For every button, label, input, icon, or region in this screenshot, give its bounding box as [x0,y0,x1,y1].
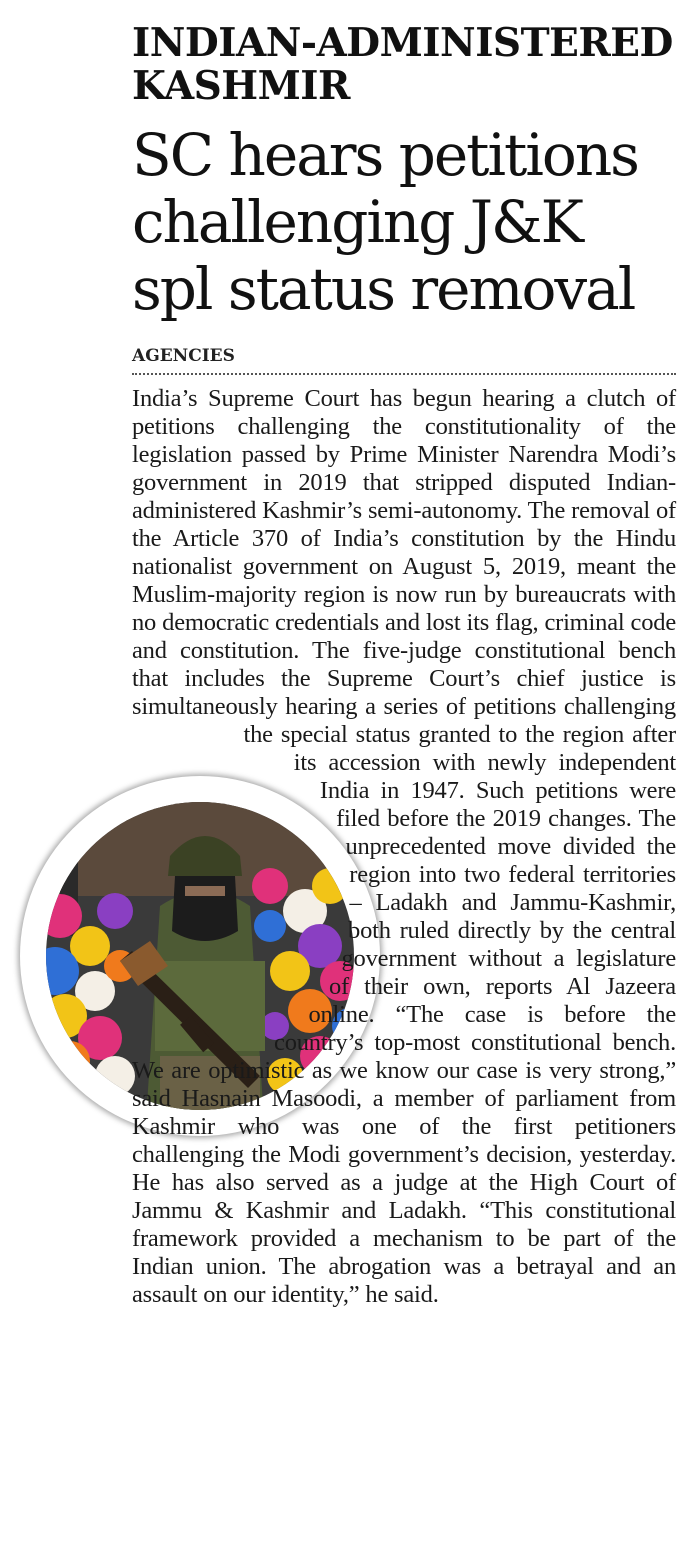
article-body [132,385,676,1309]
byline: AGENCIES [132,345,676,375]
article [132,22,676,1309]
kicker: INDIAN-ADMINISTERED KASHMIR [132,20,673,109]
headline: SC hears petitions challenging J&K spl status removal [132,121,638,323]
article-text: India’s Supreme Court has begun hearing a clutch of petitions challenging the constitutionality of the legislation passed by Prime Minister Narendra Modi’s government in 2019 that stripped disputed Indian-administered Kashmir’s semi-autonomy. The removal of the Article 370 of India’s constitution by the Hindu nationalist government on August 5, 2019, meant the Muslim-majority region is now run by bureaucrats with no democratic credentials and lost its flag, criminal code and constitution. The five-judge constitutional bench that includes the Supreme Court’s chief justice is simultaneously hearing a series of petitions challenging the special status granted to the region after its accession with newly independent India in 1947. Such petitions were filed before the 2019 changes. The unprecedented move divided the region into two federal territories – Ladakh and Jammu-Kashmir, both ruled directly by the central government without a legislature of their own, reports Al Jazeera online. “The case is before the country’s top-most constitutional bench. We are optimistic as we know our case is very strong,” said Hasnain Masoodi, a member of parliament from Kashmir who was one of the first petitioners challenging the Modi government’s decision, yesterday. He has also served as a judge at the High Court of Jammu & Kashmir and Ladakh. “This constitutional framework provided a mechanism to be part of the Indian union. The abrogation was a betrayal and an assault on our identity,” he said. [132,385,676,1308]
